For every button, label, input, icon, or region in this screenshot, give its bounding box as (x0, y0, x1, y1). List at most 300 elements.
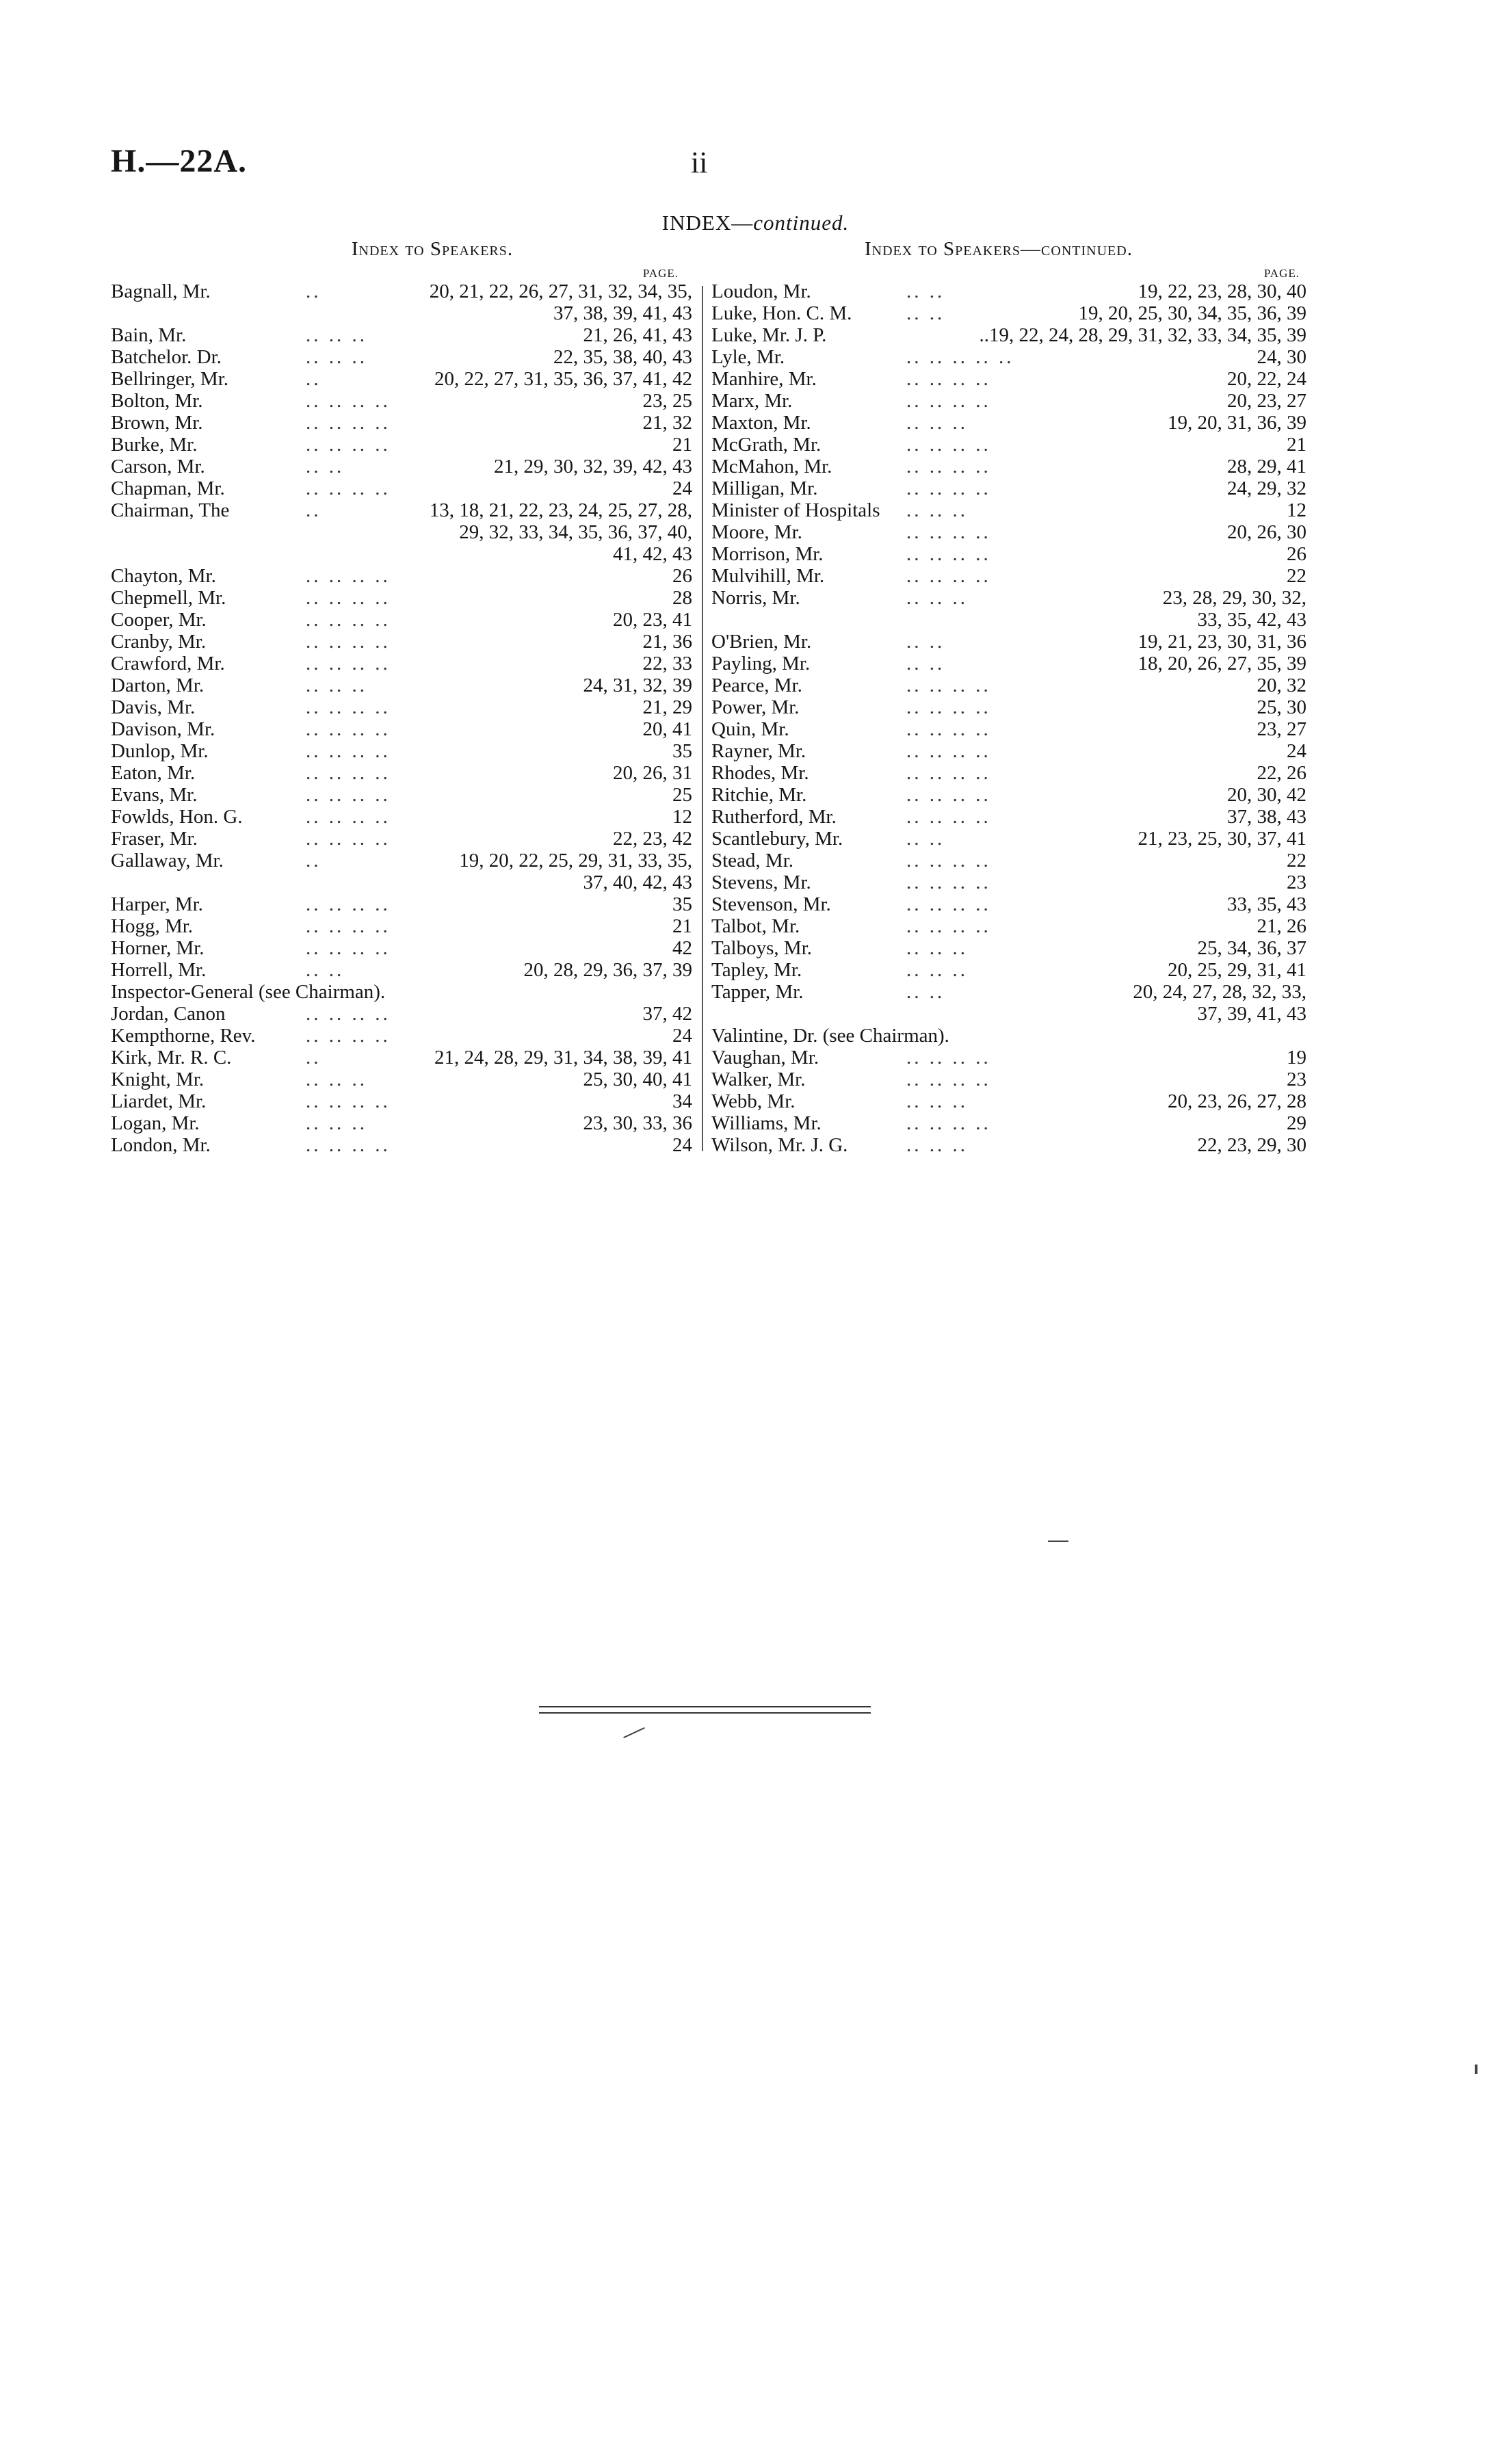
page-references: 22, 35, 38, 40, 43 (553, 346, 692, 368)
index-entry (711, 346, 1320, 368)
index-entry (711, 893, 1320, 915)
page-references: 20, 32 (1257, 674, 1306, 696)
dot-leaders: .. .. .. .. (906, 477, 991, 499)
page-references: 22, 33 (642, 653, 692, 674)
index-entry (711, 762, 1320, 784)
index-entry (111, 674, 699, 696)
page-references: 24 (1287, 740, 1306, 762)
index-entry (711, 653, 1320, 674)
speaker-name: Chapman, Mr. (111, 477, 225, 499)
dot-leaders: .. .. .. .. (906, 915, 991, 937)
index-entry (711, 850, 1320, 871)
dot-leaders: .. .. .. .. (306, 762, 391, 784)
speaker-name: Valintine, Dr. (see Chairman). (711, 1025, 949, 1047)
index-entry (111, 587, 699, 609)
speaker-name: Evans, Mr. (111, 784, 198, 806)
dot-leaders: .. .. .. (306, 324, 367, 346)
dot-leaders: .. .. .. .. (906, 893, 991, 915)
dot-leaders: .. .. .. (906, 412, 968, 434)
dot-leaders: .. .. .. (906, 587, 968, 609)
speaker-name: Bolton, Mr. (111, 390, 203, 412)
page-references: 21, 23, 25, 30, 37, 41 (1138, 828, 1306, 850)
index-entry (111, 653, 699, 674)
index-entry (711, 871, 1320, 893)
speaker-name: Rhodes, Mr. (711, 762, 809, 784)
speaker-name: Cranby, Mr. (111, 631, 207, 653)
left-entries (111, 280, 699, 1156)
page-references: 33, 35, 43 (1227, 893, 1306, 915)
page-references: 22, 26 (1257, 762, 1306, 784)
dot-leaders: .. .. .. .. (306, 587, 391, 609)
page-references: 20, 23, 41 (613, 609, 692, 631)
index-entry (711, 609, 1320, 631)
index-entry (711, 1134, 1320, 1156)
speaker-name: Jordan, Canon (111, 1003, 226, 1025)
index-entry (711, 1112, 1320, 1134)
index-title-main: INDEX— (661, 211, 754, 235)
dot-leaders: .. .. .. .. (906, 784, 991, 806)
dot-leaders: .. .. .. .. (906, 762, 991, 784)
speaker-name: Bain, Mr. (111, 324, 187, 346)
page-references: 23, 27 (1257, 718, 1306, 740)
speaker-name: Norris, Mr. (711, 587, 800, 609)
index-entry (711, 477, 1320, 499)
page-references: 22, 23, 42 (613, 828, 692, 850)
dot-leaders: .. .. .. (306, 674, 367, 696)
page-references: 24, 29, 32 (1227, 477, 1306, 499)
dot-leaders: .. .. .. .. (906, 1069, 991, 1090)
speaker-name: Moore, Mr. (711, 521, 802, 543)
speaker-name: McGrath, Mr. (711, 434, 822, 456)
page-references: 13, 18, 21, 22, 23, 24, 25, 27, 28, (429, 499, 692, 521)
index-entry (111, 368, 699, 390)
index-entry (711, 368, 1320, 390)
dot-leaders: .. .. .. (906, 937, 968, 959)
speaker-name: Logan, Mr. (111, 1112, 200, 1134)
speaker-name: Stevenson, Mr. (711, 893, 831, 915)
dot-leaders: .. .. .. .. (906, 565, 991, 587)
index-entry (711, 565, 1320, 587)
page-references: 20, 26, 31 (613, 762, 692, 784)
dot-leaders: .. .. (906, 631, 945, 653)
dot-leaders: .. .. .. .. (306, 806, 391, 828)
speaker-name: Rayner, Mr. (711, 740, 806, 762)
speaker-name: Luke, Hon. C. M. (711, 302, 852, 324)
index-entry (711, 959, 1320, 981)
page-references: 12 (1287, 499, 1306, 521)
index-entry (711, 828, 1320, 850)
page-references: 21, 24, 28, 29, 31, 34, 38, 39, 41 (434, 1047, 692, 1069)
speaker-name: Chayton, Mr. (111, 565, 216, 587)
speaker-name: Stead, Mr. (711, 850, 794, 871)
page-references: 24 (672, 477, 692, 499)
dot-leaders: .. .. .. .. (306, 696, 391, 718)
speaker-name: Webb, Mr. (711, 1090, 796, 1112)
dot-leaders: .. .. .. .. (306, 1134, 391, 1156)
dot-leaders: .. .. .. .. (306, 893, 391, 915)
index-entry (111, 850, 699, 871)
index-entry (711, 631, 1320, 653)
dot-leaders: .. .. .. .. (906, 850, 991, 871)
page-references: 25, 34, 36, 37 (1197, 937, 1306, 959)
speaker-name: Minister of Hospitals (711, 499, 880, 521)
speaker-name: Payling, Mr. (711, 653, 811, 674)
index-entry (711, 302, 1320, 324)
index-entry (711, 1090, 1320, 1112)
page-references: 23, 25 (642, 390, 692, 412)
page-number: ii (691, 146, 708, 179)
index-entry (111, 324, 699, 346)
speaker-name: Bagnall, Mr. (111, 280, 211, 302)
speakers-index-left-column (111, 238, 699, 1156)
speaker-name: Power, Mr. (711, 696, 800, 718)
index-entry (111, 521, 699, 543)
dot-leaders: .. .. .. .. (306, 477, 391, 499)
speaker-name: Carson, Mr. (111, 456, 205, 477)
page-references: 12 (672, 806, 692, 828)
page-references: 20, 24, 27, 28, 32, 33, (1133, 981, 1306, 1003)
dot-leaders: .. .. .. .. (306, 828, 391, 850)
index-entry (111, 828, 699, 850)
index-entry (711, 1069, 1320, 1090)
page-references: 20, 26, 30 (1227, 521, 1306, 543)
dot-leaders: .. .. .. .. (906, 1112, 991, 1134)
page-references: 18, 20, 26, 27, 35, 39 (1138, 653, 1306, 674)
speaker-name: Davison, Mr. (111, 718, 215, 740)
index-entry (711, 915, 1320, 937)
column-divider (702, 286, 703, 1151)
page-references: 21, 32 (642, 412, 692, 434)
page-references: 35 (672, 740, 692, 762)
speaker-name: Vaughan, Mr. (711, 1047, 819, 1069)
dot-leaders: .. .. (906, 981, 945, 1003)
dot-leaders: .. .. .. (306, 1112, 367, 1134)
speaker-name: Knight, Mr. (111, 1069, 205, 1090)
speaker-name: Tapper, Mr. (711, 981, 804, 1003)
page-references: 34 (672, 1090, 692, 1112)
page-references: 21 (672, 434, 692, 456)
page-references: 33, 35, 42, 43 (1197, 609, 1306, 631)
index-entry (111, 1003, 699, 1025)
index-entry (111, 499, 699, 521)
dot-leaders: .. .. .. .. (306, 390, 391, 412)
index-entry (111, 871, 699, 893)
speaker-name: Chepmell, Mr. (111, 587, 226, 609)
dot-leaders: .. .. .. (906, 959, 968, 981)
dot-leaders: .. .. (906, 302, 945, 324)
page-references: 37, 42 (642, 1003, 692, 1025)
speaker-name: Stevens, Mr. (711, 871, 811, 893)
dot-leaders: .. .. .. .. (906, 456, 991, 477)
page-references: 23, 28, 29, 30, 32, (1162, 587, 1306, 609)
index-entry (111, 477, 699, 499)
speaker-name: Pearce, Mr. (711, 674, 802, 696)
speaker-name: Liardet, Mr. (111, 1090, 207, 1112)
dot-leaders: .. .. .. (306, 1069, 367, 1090)
speaker-name: Horner, Mr. (111, 937, 205, 959)
left-page-label: PAGE. (642, 267, 679, 280)
dot-leaders: .. .. .. .. (906, 1047, 991, 1069)
dot-leaders: .. .. (906, 828, 945, 850)
page-references: 20, 22, 27, 31, 35, 36, 37, 41, 42 (434, 368, 692, 390)
index-entry (111, 565, 699, 587)
index-entry (711, 1025, 1320, 1047)
page-references: 21, 29 (642, 696, 692, 718)
page-references: 41, 42, 43 (613, 543, 692, 565)
index-entry (711, 434, 1320, 456)
page-references: 35 (672, 893, 692, 915)
page-references: 25, 30, 40, 41 (583, 1069, 692, 1090)
speaker-name: Wilson, Mr. J. G. (711, 1134, 848, 1156)
index-entry (711, 280, 1320, 302)
index-entry (711, 718, 1320, 740)
speaker-name: Davis, Mr. (111, 696, 196, 718)
page-references: 21, 26 (1257, 915, 1306, 937)
page-references: 21 (1287, 434, 1306, 456)
right-entries (711, 280, 1320, 1156)
speaker-name: Hogg, Mr. (111, 915, 194, 937)
page-references: 19, 21, 23, 30, 31, 36 (1138, 631, 1306, 653)
speaker-name: Luke, Mr. J. P. (711, 324, 827, 346)
index-entry (711, 784, 1320, 806)
closing-rule-bottom (539, 1712, 871, 1714)
index-entry (711, 806, 1320, 828)
speaker-name: Harper, Mr. (111, 893, 203, 915)
dot-leaders: .. .. .. .. (906, 696, 991, 718)
page-references: 19, 20, 22, 25, 29, 31, 33, 35, (459, 850, 692, 871)
index-entry (711, 543, 1320, 565)
speaker-name: Rutherford, Mr. (711, 806, 837, 828)
speaker-name: Tapley, Mr. (711, 959, 802, 981)
page-references: 19, 20, 31, 36, 39 (1168, 412, 1306, 434)
ink-mark (1048, 1541, 1068, 1542)
index-entry (711, 1047, 1320, 1069)
ink-mark (1475, 2065, 1477, 2074)
dot-leaders: .. .. .. .. (306, 631, 391, 653)
page-references: 24, 30 (1257, 346, 1306, 368)
page-references: 21, 36 (642, 631, 692, 653)
page-references: 26 (1287, 543, 1306, 565)
page-references: 42 (672, 937, 692, 959)
index-entry (111, 959, 699, 981)
page-references: 28 (672, 587, 692, 609)
index-entry (111, 631, 699, 653)
index-entry (111, 806, 699, 828)
dot-leaders: .. .. .. .. (306, 653, 391, 674)
dot-leaders: .. .. .. .. (906, 674, 991, 696)
dot-leaders: .. (306, 499, 321, 521)
speaker-name: London, Mr. (111, 1134, 211, 1156)
page-references: 22 (1287, 565, 1306, 587)
ink-mark (623, 1727, 645, 1738)
index-entry (111, 937, 699, 959)
index-entry (711, 499, 1320, 521)
index-entry (111, 696, 699, 718)
index-entry (111, 1112, 699, 1134)
dot-leaders: .. .. .. .. (306, 1025, 391, 1047)
page-references: 22, 23, 29, 30 (1197, 1134, 1306, 1156)
page-references: 20, 23, 26, 27, 28 (1168, 1090, 1306, 1112)
dot-leaders: .. (306, 1047, 321, 1069)
index-entry (711, 587, 1320, 609)
index-entry (111, 762, 699, 784)
dot-leaders: .. .. .. (906, 499, 968, 521)
page-references: 22 (1287, 850, 1306, 871)
index-entry (111, 434, 699, 456)
speaker-name: Manhire, Mr. (711, 368, 817, 390)
page-references: 20, 23, 27 (1227, 390, 1306, 412)
speaker-name: Williams, Mr. (711, 1112, 822, 1134)
page-references: ..19, 22, 24, 28, 29, 31, 32, 33, 34, 35, 39 (979, 324, 1306, 346)
dot-leaders: .. .. .. .. (306, 740, 391, 762)
page-references: 26 (672, 565, 692, 587)
dot-leaders: .. .. .. .. (306, 937, 391, 959)
speaker-name: Scantlebury, Mr. (711, 828, 843, 850)
speaker-name: Kirk, Mr. R. C. (111, 1047, 232, 1069)
page-references: 21 (672, 915, 692, 937)
dot-leaders: .. .. (306, 959, 345, 981)
index-entry (711, 521, 1320, 543)
dot-leaders: .. .. .. .. (906, 521, 991, 543)
speaker-name: Milligan, Mr. (711, 477, 818, 499)
page-references: 37, 39, 41, 43 (1197, 1003, 1306, 1025)
dot-leaders: .. .. .. .. .. (906, 346, 1014, 368)
speaker-name: Ritchie, Mr. (711, 784, 807, 806)
speaker-name: Talboys, Mr. (711, 937, 812, 959)
speaker-name: Quin, Mr. (711, 718, 789, 740)
page-references: 20, 28, 29, 36, 37, 39 (523, 959, 692, 981)
dot-leaders: .. .. .. .. (906, 434, 991, 456)
index-entry (111, 609, 699, 631)
speaker-name: Mulvihill, Mr. (711, 565, 825, 587)
index-entry (111, 456, 699, 477)
dot-leaders: .. .. .. .. (306, 412, 391, 434)
dot-leaders: .. .. .. (906, 1090, 968, 1112)
index-entry (111, 346, 699, 368)
dot-leaders: .. .. .. .. (906, 368, 991, 390)
page-references: 25 (672, 784, 692, 806)
dot-leaders: .. .. .. .. (906, 740, 991, 762)
speaker-name: Loudon, Mr. (711, 280, 811, 302)
index-entry (111, 1047, 699, 1069)
index-entry (711, 324, 1320, 346)
speaker-name: Crawford, Mr. (111, 653, 225, 674)
page-references: 25, 30 (1257, 696, 1306, 718)
speaker-name: Lyle, Mr. (711, 346, 785, 368)
index-entry (711, 674, 1320, 696)
dot-leaders: .. .. .. .. (306, 609, 391, 631)
page-references: 24 (672, 1134, 692, 1156)
page-references: 19 (1287, 1047, 1306, 1069)
right-page-label: PAGE. (1263, 267, 1300, 280)
index-entry (111, 543, 699, 565)
index-title-continued: continued. (753, 211, 850, 235)
index-title (0, 211, 1511, 235)
dot-leaders: .. .. (906, 653, 945, 674)
index-entry (111, 915, 699, 937)
index-entry (111, 1025, 699, 1047)
closing-rule-top (539, 1706, 871, 1707)
dot-leaders: .. .. (906, 280, 945, 302)
page-references: 37, 38, 43 (1227, 806, 1306, 828)
index-entry (711, 937, 1320, 959)
index-entry (111, 893, 699, 915)
dot-leaders: .. .. .. .. (306, 1090, 391, 1112)
page-references: 21, 29, 30, 32, 39, 42, 43 (494, 456, 692, 477)
page-references: 23 (1287, 871, 1306, 893)
page-references: 20, 41 (642, 718, 692, 740)
page-references: 37, 38, 39, 41, 43 (553, 302, 692, 324)
speaker-name: Batchelor. Dr. (111, 346, 222, 368)
index-entry (711, 412, 1320, 434)
speaker-name: Cooper, Mr. (111, 609, 207, 631)
dot-leaders: .. .. .. .. (306, 718, 391, 740)
dot-leaders: .. (306, 850, 321, 871)
dot-leaders: .. .. .. .. (306, 1003, 391, 1025)
index-entry (111, 1069, 699, 1090)
left-column-heading: Index to Speakers. (351, 238, 514, 260)
page-references: 24, 31, 32, 39 (583, 674, 692, 696)
index-entry (711, 456, 1320, 477)
page-references: 29, 32, 33, 34, 35, 36, 37, 40, (459, 521, 692, 543)
page-references: 21, 26, 41, 43 (583, 324, 692, 346)
index-entry (111, 1134, 699, 1156)
speaker-name: Morrison, Mr. (711, 543, 824, 565)
speaker-name: Horrell, Mr. (111, 959, 207, 981)
index-entry (711, 740, 1320, 762)
index-entry (711, 1003, 1320, 1025)
index-entry (111, 981, 699, 1003)
speakers-index-right-column (711, 238, 1320, 1156)
dot-leaders: .. .. (306, 456, 345, 477)
page-references: 20, 22, 24 (1227, 368, 1306, 390)
speaker-name: Fowlds, Hon. G. (111, 806, 243, 828)
dot-leaders: .. .. .. .. (306, 565, 391, 587)
speaker-name: Darton, Mr. (111, 674, 205, 696)
page-references: 37, 40, 42, 43 (583, 871, 692, 893)
dot-leaders: .. .. .. .. (906, 718, 991, 740)
speaker-name: Brown, Mr. (111, 412, 203, 434)
page-references: 29 (1287, 1112, 1306, 1134)
page-references: 20, 30, 42 (1227, 784, 1306, 806)
speaker-name: Bellringer, Mr. (111, 368, 229, 390)
index-entry (111, 390, 699, 412)
index-entry (711, 390, 1320, 412)
dot-leaders: .. .. .. (906, 1134, 968, 1156)
speaker-name: Walker, Mr. (711, 1069, 806, 1090)
dot-leaders: .. .. .. .. (906, 390, 991, 412)
index-entry (111, 740, 699, 762)
dot-leaders: .. .. .. (306, 346, 367, 368)
index-entry (711, 981, 1320, 1003)
index-entry (111, 280, 699, 302)
index-entry (711, 696, 1320, 718)
dot-leaders: .. (306, 368, 321, 390)
document-id: H.—22A. (111, 143, 247, 179)
page-references: 19, 22, 23, 28, 30, 40 (1138, 280, 1306, 302)
dot-leaders: .. (306, 280, 321, 302)
speaker-name: Maxton, Mr. (711, 412, 811, 434)
dot-leaders: .. .. .. .. (906, 806, 991, 828)
page-references: 20, 21, 22, 26, 27, 31, 32, 34, 35, (429, 280, 692, 302)
page-references: 24 (672, 1025, 692, 1047)
dot-leaders: .. .. .. .. (906, 871, 991, 893)
speaker-name: Chairman, The (111, 499, 230, 521)
speaker-name: Marx, Mr. (711, 390, 793, 412)
speaker-name: Fraser, Mr. (111, 828, 198, 850)
page-references: 19, 20, 25, 30, 34, 35, 36, 39 (1078, 302, 1306, 324)
index-entry (111, 784, 699, 806)
